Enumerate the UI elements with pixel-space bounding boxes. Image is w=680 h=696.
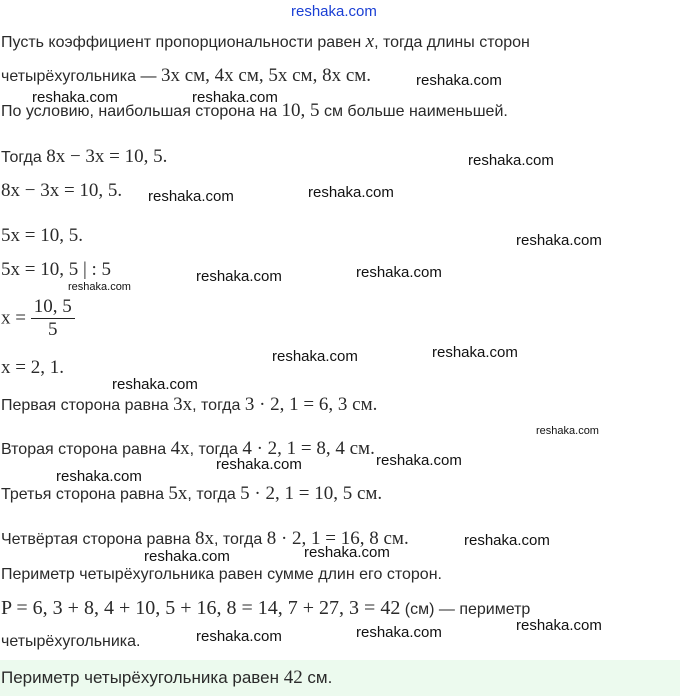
sides-line	[1, 66, 371, 87]
watermark: reshaka.com	[416, 72, 502, 89]
side-3-text-a: Третья сторона равна	[1, 486, 169, 503]
intro-text-b: , тогда длины сторон	[374, 34, 530, 51]
intro-variable: x	[365, 31, 375, 52]
intro-line	[1, 32, 530, 53]
watermark: reshaka.com	[464, 532, 550, 549]
equation-2: 5x = 10, 5.	[1, 225, 83, 246]
watermark: reshaka.com	[192, 89, 278, 106]
side-1-text-b: , тогда	[192, 397, 245, 414]
fraction-denominator: 5	[47, 319, 58, 340]
condition-number: 10, 5	[281, 100, 320, 121]
side-1-expression: 3 · 2, 1 = 6, 3 см.	[244, 394, 378, 415]
side-1-text-a: Первая сторона равна	[1, 397, 174, 414]
perimeter-tail: четырёхугольника.	[1, 633, 141, 650]
watermark: reshaka.com	[376, 452, 462, 469]
side-2-expression: 4 · 2, 1 = 8, 4 см.	[242, 438, 375, 459]
side-3-text-b: , тогда	[187, 486, 241, 503]
watermark: reshaka.com	[144, 548, 230, 565]
side-3-line	[1, 484, 382, 505]
watermark: reshaka.com	[68, 281, 131, 293]
then-equation: 8x − 3x = 10, 5.	[46, 146, 168, 167]
then-text: Тогда	[1, 149, 47, 166]
equation-1: 8x − 3x = 10, 5.	[1, 180, 123, 201]
side-3-variable: 5x	[168, 483, 188, 504]
watermark: reshaka.com	[308, 184, 394, 201]
side-4-text-b: , тогда	[213, 531, 267, 548]
fraction-equation	[1, 296, 75, 341]
watermark: reshaka.com	[196, 268, 282, 285]
watermark: reshaka.com	[272, 348, 358, 365]
watermark: reshaka.com	[516, 232, 602, 249]
condition-text-b: см больше наименьшей.	[319, 103, 508, 120]
perimeter-equation: P = 6, 3 + 8, 4 + 10, 5 + 16, 8 = 14, 7 + 27, 3 = 42	[1, 597, 401, 619]
watermark: reshaka.com	[56, 468, 142, 485]
then-line	[1, 147, 167, 168]
side-1-line	[1, 395, 377, 416]
side-1-variable: 3x	[173, 394, 193, 415]
site-header-link[interactable]: reshaka.com	[291, 3, 377, 20]
watermark: reshaka.com	[112, 376, 198, 393]
side-4-expression: 8 · 2, 1 = 16, 8 см.	[266, 528, 409, 549]
watermark: reshaka.com	[196, 628, 282, 645]
side-3-expression: 5 · 2, 1 = 10, 5 см.	[240, 483, 383, 504]
equation-result: x = 2, 1.	[1, 357, 64, 378]
watermark: reshaka.com	[32, 89, 118, 106]
watermark: reshaka.com	[356, 624, 442, 641]
answer-text-b: см.	[302, 668, 333, 687]
side-2-text-b: , тогда	[189, 441, 243, 458]
perimeter-unit: (см) — периметр	[400, 601, 531, 618]
watermark: reshaka.com	[356, 264, 442, 281]
condition-text-a: По условию, наибольшая сторона на	[1, 103, 282, 120]
answer-value: 42	[283, 667, 303, 688]
fraction-numerator: 10, 5	[31, 296, 75, 319]
watermark: reshaka.com	[304, 544, 390, 561]
intro-text-a: Пусть коэффициент пропорциональности равен	[1, 34, 366, 51]
watermark: reshaka.com	[516, 617, 602, 634]
side-4-text-a: Четвёртая сторона равна	[1, 531, 195, 548]
sides-text: четырёхугольника —	[1, 68, 161, 85]
side-4-variable: 8x	[194, 528, 214, 549]
equation-3: 5x = 10, 5 | : 5	[1, 259, 112, 280]
side-2-text-a: Вторая сторона равна	[1, 441, 171, 458]
side-2-variable: 4x	[170, 438, 190, 459]
perimeter-statement: Периметр четырёхугольника равен сумме длин его сторон.	[1, 566, 442, 583]
answer-line	[1, 668, 332, 688]
watermark: reshaka.com	[432, 344, 518, 361]
answer-box	[0, 660, 680, 696]
fraction	[31, 296, 75, 341]
sides-expression: 3x см, 4x см, 5x см, 8x см.	[160, 65, 372, 86]
watermark: reshaka.com	[468, 152, 554, 169]
watermark: reshaka.com	[536, 425, 599, 437]
side-2-line	[1, 439, 375, 460]
answer-text-a: Периметр четырёхугольника равен	[1, 668, 284, 687]
watermark: reshaka.com	[148, 188, 234, 205]
fraction-lhs: x =	[1, 307, 26, 329]
perimeter-equation-line	[1, 598, 530, 620]
watermark: reshaka.com	[216, 456, 302, 473]
